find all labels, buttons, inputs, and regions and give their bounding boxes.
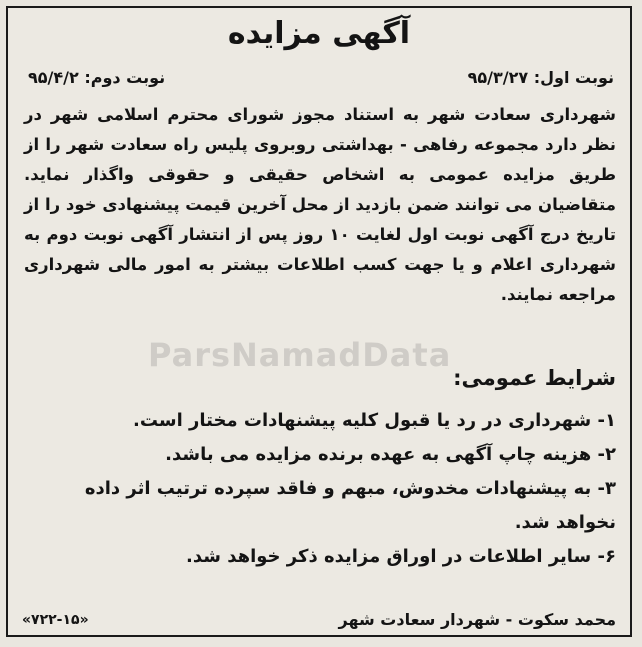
first-turn-date: نوبت اول: ۹۵/۳/۲۷ — [467, 68, 614, 87]
second-turn-date: نوبت دوم: ۹۵/۴/۲ — [28, 68, 166, 87]
turn-dates — [28, 68, 614, 87]
condition-item: ۳- به پیشنهادات مخدوش، مبهم و فاقد سپرده ترتیب اثر داده نخواهد شد. — [84, 478, 616, 533]
condition-item: ۱- شهرداری در رد یا قبول کلیه پیشنهادات مختار است. — [132, 410, 616, 431]
ad-code: «۷۲۲-۱۵» — [22, 611, 89, 628]
signature: محمد سکوت - شهردار سعادت شهر — [338, 610, 616, 629]
condition-item: ۶- سایر اطلاعات در اوراق مزایده ذکر خواهد شد. — [186, 546, 616, 567]
ad-frame — [6, 6, 632, 637]
conditions-title: شرایط عمومی: — [453, 366, 616, 390]
conditions-list — [24, 404, 616, 574]
watermark: ParsNamadData — [148, 336, 452, 374]
footer — [22, 610, 616, 629]
condition-item: ۲- هزینه چاپ آگهی به عهده برنده مزایده می باشد. — [165, 444, 616, 465]
ad-title: آگهی مزایده — [227, 16, 411, 51]
intro-paragraph: شهرداری سعادت شهر به استناد مجوز شورای محترم اسلامی شهر در نظر دارد مجموعه رفاهی - بهداشتی روبروی پلیس راه سعادت شهر را از طریق مزایده عمومی به اشخاص حقیقی و حقوقی واگذار نماید. متقاضیان می توانند ضمن بازدید از محل آخرین قیمت پیشنهادی خود را از تاریخ درج آگهی نوبت اول لغایت ۱۰ روز پس از انتشار آگهی نوبت دوم به شهرداری اعلام و یا جهت کسب اطلاعات بیشتر به امور مالی شهرداری مراجعه نمایند. — [24, 105, 617, 304]
